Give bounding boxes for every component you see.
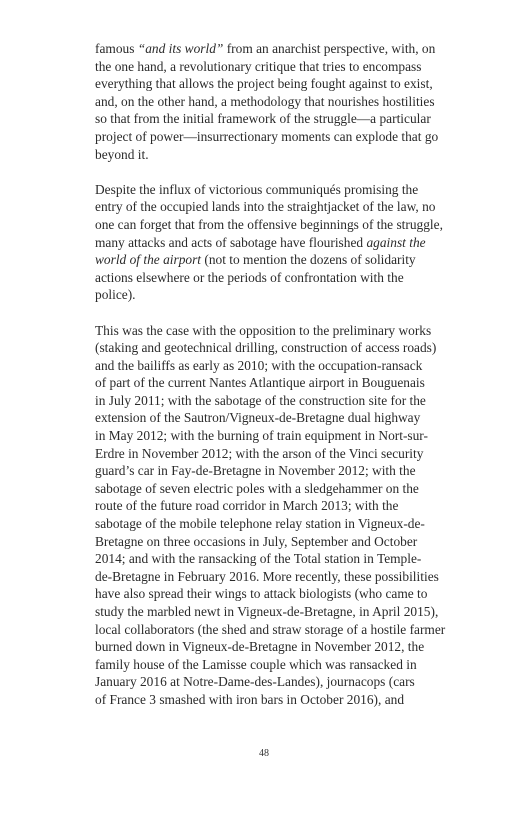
text-segment: of France 3 smashed with iron bars in October 2016), and	[95, 691, 405, 707]
text-segment: (not to mention the dozens of solidarity	[201, 252, 416, 268]
text-line	[95, 515, 505, 533]
text-segment: sabotage of seven electric poles with a sledgehammer on the	[95, 480, 419, 496]
italic-text: “and its world”	[137, 41, 224, 56]
text-segment: and, on the other hand, a methodology that nourishes hostilities	[95, 93, 435, 109]
text-segment: beyond it.	[95, 146, 149, 162]
italic-text: against the	[366, 234, 426, 250]
text-segment: famous	[95, 41, 138, 56]
text-line	[95, 269, 505, 287]
text-segment: have also spread their wings to attack biologists (who came to	[95, 586, 428, 602]
text-segment: one can forget that from the offensive beginnings of the struggle,	[95, 216, 443, 232]
text-segment: sabotage of the mobile telephone relay station in Vigneux-de-	[95, 516, 425, 532]
text-segment: many attacks and acts of sabotage have flourished	[95, 234, 367, 250]
text-line	[95, 568, 505, 586]
text-line	[95, 673, 505, 691]
text-segment: This was the case with the opposition to the preliminary works	[95, 322, 432, 338]
text-line	[95, 198, 505, 216]
text-segment: burned down in Vigneux-de-Bretagne in November 2012, the	[95, 639, 425, 655]
text-line	[95, 374, 505, 392]
text-segment: 2014; and with the ransacking of the Total station in Temple-	[95, 551, 422, 567]
text-segment: local collaborators (the shed and straw storage of a hostile farmer	[95, 621, 446, 637]
text-line	[95, 58, 505, 76]
paragraph	[95, 40, 505, 163]
text-line	[95, 445, 505, 463]
text-line	[95, 585, 505, 603]
text-segment: (staking and geotechnical drilling, construction of access roads)	[95, 340, 437, 356]
text-segment: from an anarchist perspective, with, on	[223, 41, 436, 56]
text-line	[95, 392, 505, 410]
text-line	[95, 234, 505, 252]
text-line	[95, 93, 505, 111]
text-line	[95, 216, 505, 234]
text-segment: the one hand, a revolutionary critique that tries to encompass	[95, 58, 422, 74]
body-text	[95, 40, 505, 726]
text-segment: so that from the initial framework of the struggle—a particular	[95, 111, 431, 127]
text-segment: Erdre in November 2012; with the arson of the Vinci security	[95, 445, 424, 461]
paragraph	[95, 181, 505, 304]
text-line	[95, 656, 505, 674]
text-segment: and the bailiffs as early as 2010; with the occupation-ransack	[95, 357, 423, 373]
text-segment: Bretagne on three occasions in July, September and October	[95, 533, 418, 549]
text-line	[95, 603, 505, 621]
text-segment: family house of the Lamisse couple which was ransacked in	[95, 656, 417, 672]
text-segment: actions elsewhere or the periods of confrontation with the	[95, 269, 404, 285]
text-segment: of part of the current Nantes Atlantique airport in Bouguenais	[95, 375, 425, 391]
text-segment: everything that allows the project being fought against to exist,	[95, 76, 433, 92]
text-line	[95, 75, 505, 93]
text-line	[95, 533, 505, 551]
text-line	[95, 181, 505, 199]
text-segment: entry of the occupied lands into the straightjacket of the law, no	[95, 199, 436, 215]
text-segment: route of the future road corridor in March 2013; with the	[95, 498, 399, 514]
text-line	[95, 691, 505, 709]
italic-text: world of the airport	[95, 252, 202, 268]
text-segment: project of power—insurrectionary moments can explode that go	[95, 128, 439, 144]
text-line	[95, 409, 505, 427]
text-segment: in May 2012; with the burning of train equipment in Nort-sur-	[95, 428, 428, 444]
text-line	[95, 357, 505, 375]
text-segment: police).	[95, 287, 136, 303]
page-number: 48	[259, 748, 269, 759]
text-line	[95, 497, 505, 515]
text-segment: in July 2011; with the sabotage of the construction site for the	[95, 392, 426, 408]
paragraph	[95, 322, 505, 709]
text-line	[95, 621, 505, 639]
text-line	[95, 251, 505, 269]
text-line	[95, 550, 505, 568]
text-line	[95, 462, 505, 480]
text-line	[95, 480, 505, 498]
text-segment: guard’s car in Fay-de-Bretagne in November 2012; with the	[95, 463, 416, 479]
text-segment: Despite the influx of victorious communiqués promising the	[95, 181, 419, 197]
text-line	[95, 286, 505, 304]
text-segment: extension of the Sautron/Vigneux-de-Bretagne dual highway	[95, 410, 421, 426]
text-line	[95, 40, 505, 58]
text-segment: January 2016 at Notre-Dame-des-Landes), journacops (cars	[95, 674, 415, 690]
text-line	[95, 427, 505, 445]
text-line	[95, 128, 505, 146]
text-line	[95, 146, 505, 164]
text-line	[95, 322, 505, 340]
text-line	[95, 638, 505, 656]
text-segment: study the marbled newt in Vigneux-de-Bretagne, in April 2015),	[95, 604, 439, 619]
text-line	[95, 339, 505, 357]
text-segment: de-Bretagne in February 2016. More recently, these possibilities	[95, 568, 439, 584]
text-line	[95, 110, 505, 128]
